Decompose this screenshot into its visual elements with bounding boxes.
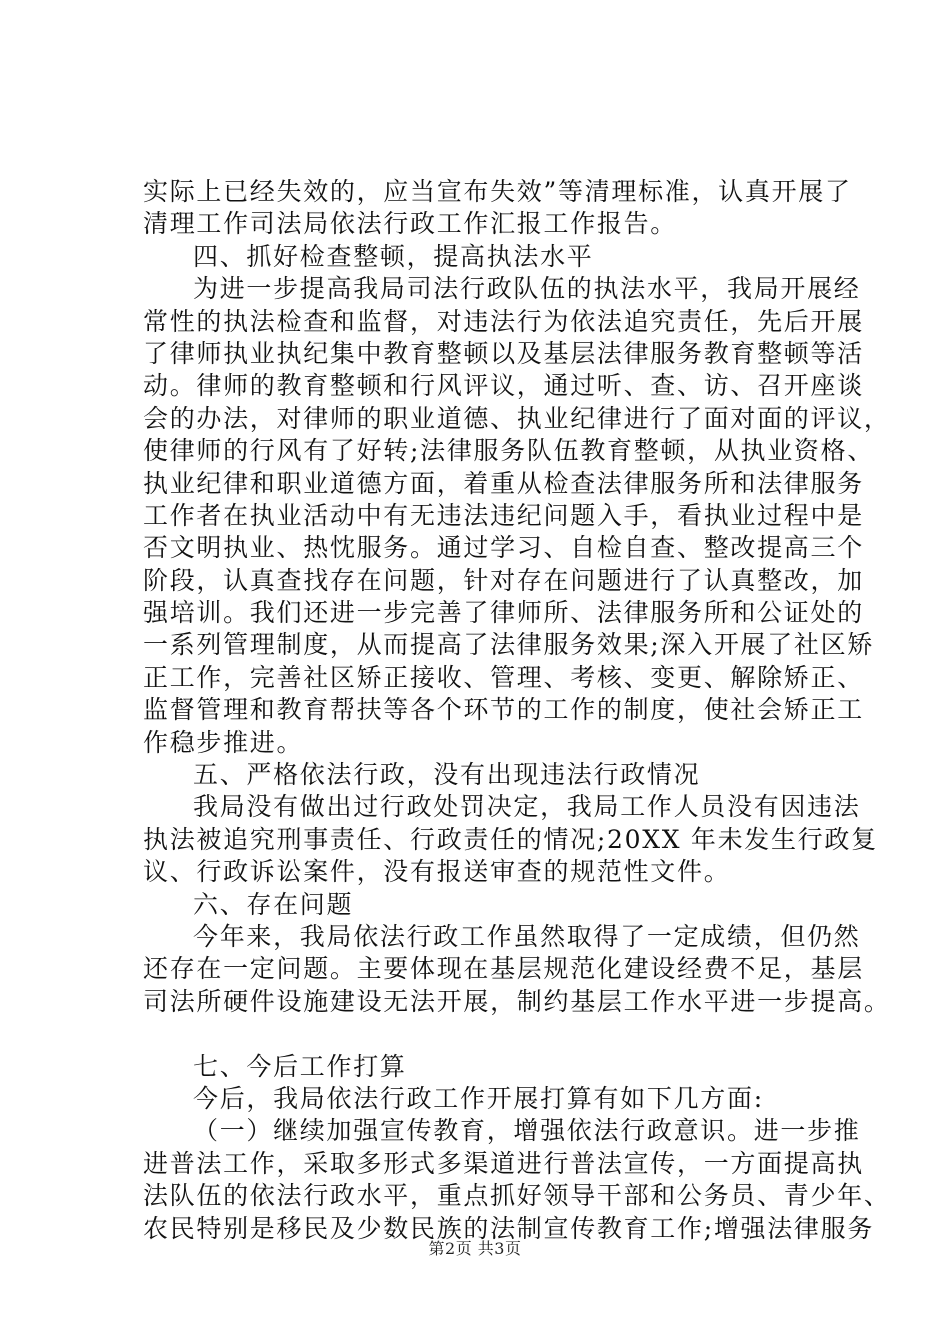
text-line: （一）继续加强宣传教育，增强依法行政意识。进一步推 <box>193 1116 861 1146</box>
text-line: 监督管理和教育帮扶等各个环节的工作的制度，使社会矫正工 <box>143 695 864 725</box>
document-body <box>143 176 891 1245</box>
text-line: 议、行政诉讼案件，没有报送审查的规范性文件。 <box>143 857 731 887</box>
text-line: 使律师的行风有了好转;法律服务队伍教育整顿，从执业资格、 <box>143 436 875 466</box>
text-line: 阶段，认真查找存在问题，针对存在问题进行了认真整改，加 <box>143 565 864 595</box>
text-line: 工作者在执业活动中有无违法违纪问题入手，看执业过程中是 <box>143 500 864 530</box>
text-line: 清理工作司法局依法行政工作汇报工作报告。 <box>143 209 678 239</box>
section-heading: 七、今后工作打算 <box>193 1051 407 1081</box>
text-line: 会的办法，对律师的职业道德、执业纪律进行了面对面的评议， <box>143 403 891 433</box>
text-line: 执业纪律和职业道德方面，着重从检查法律服务所和法律服务 <box>143 468 864 498</box>
text-line: 司法所硬件设施建设无法开展，制约基层工作水平进一步提高。 <box>143 986 891 1016</box>
text-line: 执法被追究刑事责任、行政责任的情况;20XX 年未发生行政复 <box>143 824 878 854</box>
text-line: 常性的执法检查和监督，对违法行为依法追究责任，先后开展 <box>143 306 864 336</box>
text-line: 正工作，完善社区矫正接收、管理、考核、变更、解除矫正、 <box>143 662 864 692</box>
text-line: 否文明执业、热忱服务。通过学习、自检自查、整改提高三个 <box>143 533 864 563</box>
text-line: 还存在一定问题。主要体现在基层规范化建设经费不足，基层 <box>143 954 864 984</box>
text-line: 农民特别是移民及少数民族的法制宣传教育工作;增强法律服务 <box>143 1213 875 1243</box>
text-line: 作稳步推进。 <box>143 727 304 757</box>
text-line: 一系列管理制度，从而提高了法律服务效果;深入开展了社区矫 <box>143 630 875 660</box>
section-heading: 五、严格依法行政，没有出现违法行政情况 <box>193 760 701 790</box>
text-line: 今后，我局依法行政工作开展打算有如下几方面: <box>193 1083 764 1113</box>
text-line: 今年来，我局依法行政工作虽然取得了一定成绩，但仍然 <box>193 921 861 951</box>
text-line: 了律师执业执纪集中教育整顿以及基层法律服务教育整顿等活 <box>143 338 864 368</box>
text-line: 为进一步提高我局司法行政队伍的执法水平，我局开展经 <box>193 274 861 304</box>
text-line: 我局没有做出过行政处罚决定，我局工作人员没有因违法 <box>193 792 861 822</box>
text-line: 动。律师的教育整顿和行风评议，通过听、查、访、召开座谈 <box>143 371 864 401</box>
text-line: 进普法工作，采取多形式多渠道进行普法宣传，一方面提高执 <box>143 1148 864 1178</box>
text-line: 法队伍的依法行政水平，重点抓好领导干部和公务员、青少年、 <box>143 1181 891 1211</box>
section-heading: 四、抓好检查整顿，提高执法水平 <box>193 241 594 271</box>
page-footer: 第2页 共3页 <box>428 1239 522 1258</box>
text-line: 强培训。我们还进一步完善了律师所、法律服务所和公证处的 <box>143 598 864 628</box>
text-line: 实际上已经失效的，应当宣布失效”等清理标准，认真开展了 <box>143 177 852 206</box>
blank-line <box>143 1018 833 1050</box>
section-heading: 六、存在问题 <box>193 889 354 919</box>
